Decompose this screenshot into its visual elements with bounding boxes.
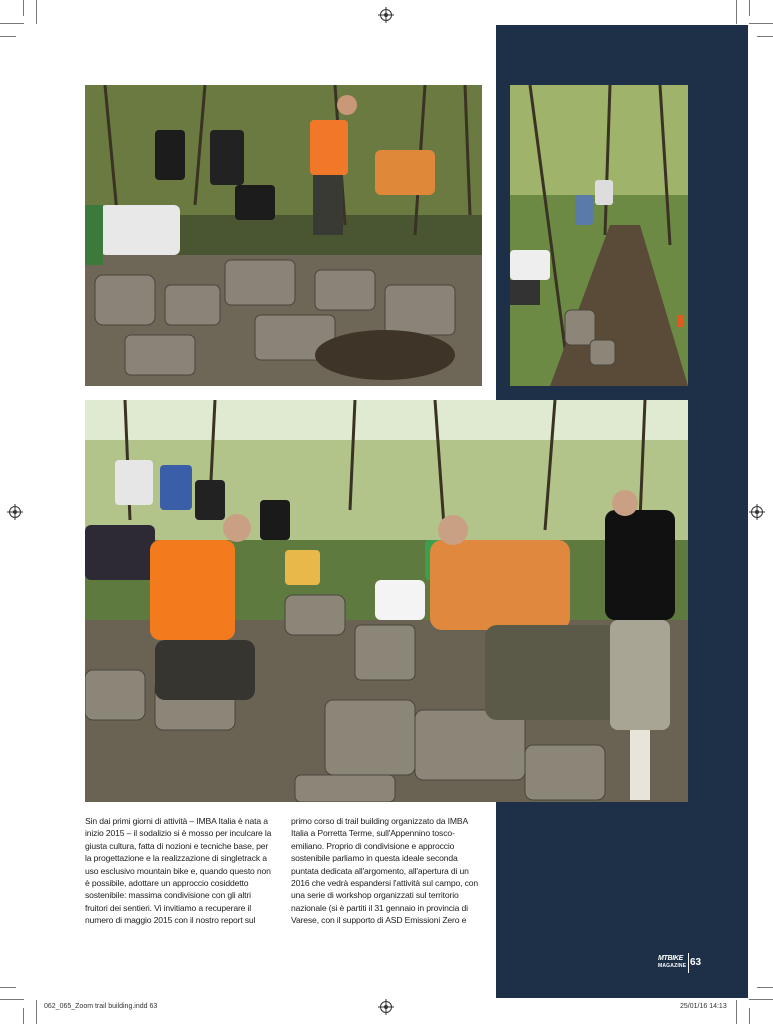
crop-mark xyxy=(749,1008,750,1024)
registration-mark-icon xyxy=(9,506,21,518)
crop-mark xyxy=(23,1008,24,1024)
magazine-logo-line2: MAGAZINE xyxy=(658,963,687,969)
registration-mark-icon xyxy=(380,9,392,21)
magazine-logo xyxy=(658,955,688,973)
article-body-column-2: primo corso di trail building organizzato da IMBA Italia a Porretta Terme, sull'Appennino tosco-emiliano. Proprio di condivisione e approccio sostenibile parliamo in questa ideale seconda puntata dedicata all'argomento, all'apertura di un 2016 che vedrà espandersi l'attività sul campo, con una serie di workshop organizzati sul territorio nazionale (si è partiti il 31 gennaio in provincia di Varese, con il supporto di ASD Emissioni Zero e xyxy=(291,816,478,926)
registration-mark-icon xyxy=(380,1001,392,1013)
photo-trail-workshop-top xyxy=(85,85,482,386)
photo-trail-workshop-main xyxy=(85,400,688,802)
crop-mark xyxy=(749,999,773,1000)
crop-mark xyxy=(23,0,24,16)
crop-mark xyxy=(36,0,37,24)
crop-mark xyxy=(749,0,750,16)
print-slug-filename: 062_065_Zoom trail building.indd 63 xyxy=(44,1003,158,1010)
page-number-divider xyxy=(688,953,689,973)
crop-mark xyxy=(36,1000,37,1024)
crop-mark xyxy=(0,36,16,37)
crop-mark xyxy=(757,36,773,37)
article-body-column-1: Sin dai primi giorni di attività – IMBA Italia è nata a inizio 2015 – il sodalizio si è mosso per inculcare la giusta cultura, fatta di nozioni e tecniche base, per la progettazione e la realizzazione di singletrack a uso esclusivo mountain bike e, quando questo non è possibile, adottare un approccio cosiddetto sostenibile: massima condivisione con gli altri fruitori dei sentieri. Vi invitiamo a recuperare il numero di maggio 2015 con il nostro report sul xyxy=(85,816,272,926)
crop-mark xyxy=(0,987,16,988)
crop-mark xyxy=(757,987,773,988)
crop-mark xyxy=(736,1000,737,1024)
crop-mark xyxy=(749,23,773,24)
crop-mark xyxy=(0,23,24,24)
crop-mark xyxy=(0,999,24,1000)
magazine-logo-line1: MTBIKE xyxy=(658,955,684,962)
crop-mark xyxy=(736,0,737,24)
photo-trail-workshop-right xyxy=(510,85,688,386)
registration-mark-icon xyxy=(751,506,763,518)
page-number: 63 xyxy=(690,957,702,968)
print-slug-date: 25/01/16 14:13 xyxy=(680,1003,727,1010)
